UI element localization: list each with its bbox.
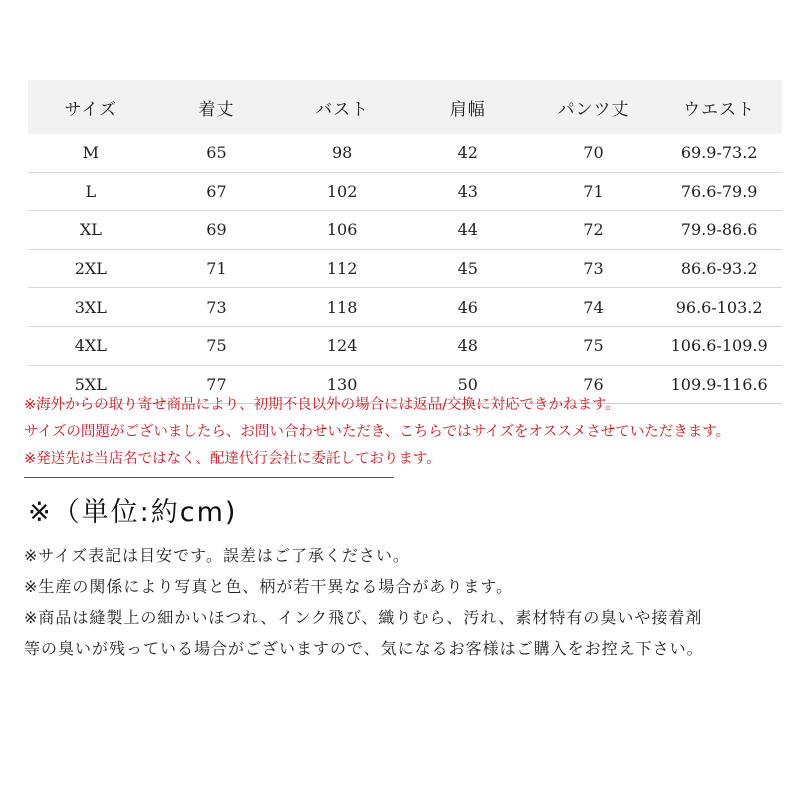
header-size: サイズ (28, 80, 154, 134)
cell-bust: 102 (279, 172, 405, 211)
cell-shoulder: 48 (405, 326, 531, 365)
cell-size: 2XL (28, 249, 154, 288)
table-row (28, 211, 782, 250)
cell-length: 65 (154, 134, 280, 172)
table-row (28, 288, 782, 327)
cell-length: 75 (154, 326, 280, 365)
table-row (28, 134, 782, 172)
section-divider (24, 477, 394, 478)
cell-shoulder: 45 (405, 249, 531, 288)
cell-bust: 98 (279, 134, 405, 172)
cell-waist: 76.6-79.9 (656, 172, 782, 211)
cell-length: 73 (154, 288, 280, 327)
note-manufacturing-2: 等の臭いが残っている場合がございますので、気になるお客様はご購入をお控え下さい。 (24, 639, 704, 658)
cell-length: 69 (154, 211, 280, 250)
cell-length: 77 (154, 365, 280, 404)
cell-length: 71 (154, 249, 280, 288)
cell-pants-length: 70 (531, 134, 657, 172)
cell-pants-length: 75 (531, 326, 657, 365)
cell-waist: 96.6-103.2 (656, 288, 782, 327)
cell-length: 67 (154, 172, 280, 211)
cell-bust: 130 (279, 365, 405, 404)
product-notes (24, 540, 794, 664)
cell-size: L (28, 172, 154, 211)
cell-pants-length: 72 (531, 211, 657, 250)
note-shipping-agent: ※発送先は当店名ではなく、配達代行会社に委託しております。 (24, 451, 441, 467)
header-waist: ウエスト (656, 80, 782, 134)
cell-bust: 124 (279, 326, 405, 365)
cell-shoulder: 42 (405, 134, 531, 172)
header-bust: バスト (279, 80, 405, 134)
cell-waist: 106.6-109.9 (656, 326, 782, 365)
note-size-consult: サイズの問題がございましたら、お問い合わせいただき、こちらではサイズをオススメさせていただきます。 (24, 424, 731, 440)
table-row (28, 326, 782, 365)
cell-size: M (28, 134, 154, 172)
cell-waist: 109.9-116.6 (656, 365, 782, 404)
cell-pants-length: 76 (531, 365, 657, 404)
cell-size: 4XL (28, 326, 154, 365)
cell-waist: 69.9-73.2 (656, 134, 782, 172)
return-policy-notes (24, 392, 794, 473)
cell-pants-length: 73 (531, 249, 657, 288)
cell-size: 5XL (28, 365, 154, 404)
cell-pants-length: 74 (531, 288, 657, 327)
table-row (28, 249, 782, 288)
cell-waist: 86.6-93.2 (656, 249, 782, 288)
cell-waist: 79.9-86.6 (656, 211, 782, 250)
cell-bust: 106 (279, 211, 405, 250)
cell-bust: 118 (279, 288, 405, 327)
note-no-returns: ※海外からの取り寄せ商品により、初期不良以外の場合には返品/交換に対応できかねます。 (24, 397, 620, 413)
header-pants-length: パンツ丈 (531, 80, 657, 134)
cell-size: XL (28, 211, 154, 250)
cell-shoulder: 43 (405, 172, 531, 211)
table-header-row (28, 80, 782, 134)
cell-pants-length: 71 (531, 172, 657, 211)
note-color-variance: ※生産の関係により写真と色、柄が若干異なる場合があります。 (24, 577, 514, 596)
header-length: 着丈 (154, 80, 280, 134)
cell-bust: 112 (279, 249, 405, 288)
note-manufacturing-1: ※商品は縫製上の細かいほつれ、インク飛び、織りむら、汚れ、素材特有の臭いや接着剤 (24, 608, 703, 627)
note-size-tolerance: ※サイズ表記は目安です。誤差はご了承ください。 (24, 546, 410, 565)
cell-shoulder: 44 (405, 211, 531, 250)
cell-shoulder: 46 (405, 288, 531, 327)
table-row (28, 172, 782, 211)
header-shoulder: 肩幅 (405, 80, 531, 134)
unit-label: ※（単位:約cm) (28, 497, 238, 528)
size-chart-table (28, 80, 782, 404)
cell-size: 3XL (28, 288, 154, 327)
cell-shoulder: 50 (405, 365, 531, 404)
